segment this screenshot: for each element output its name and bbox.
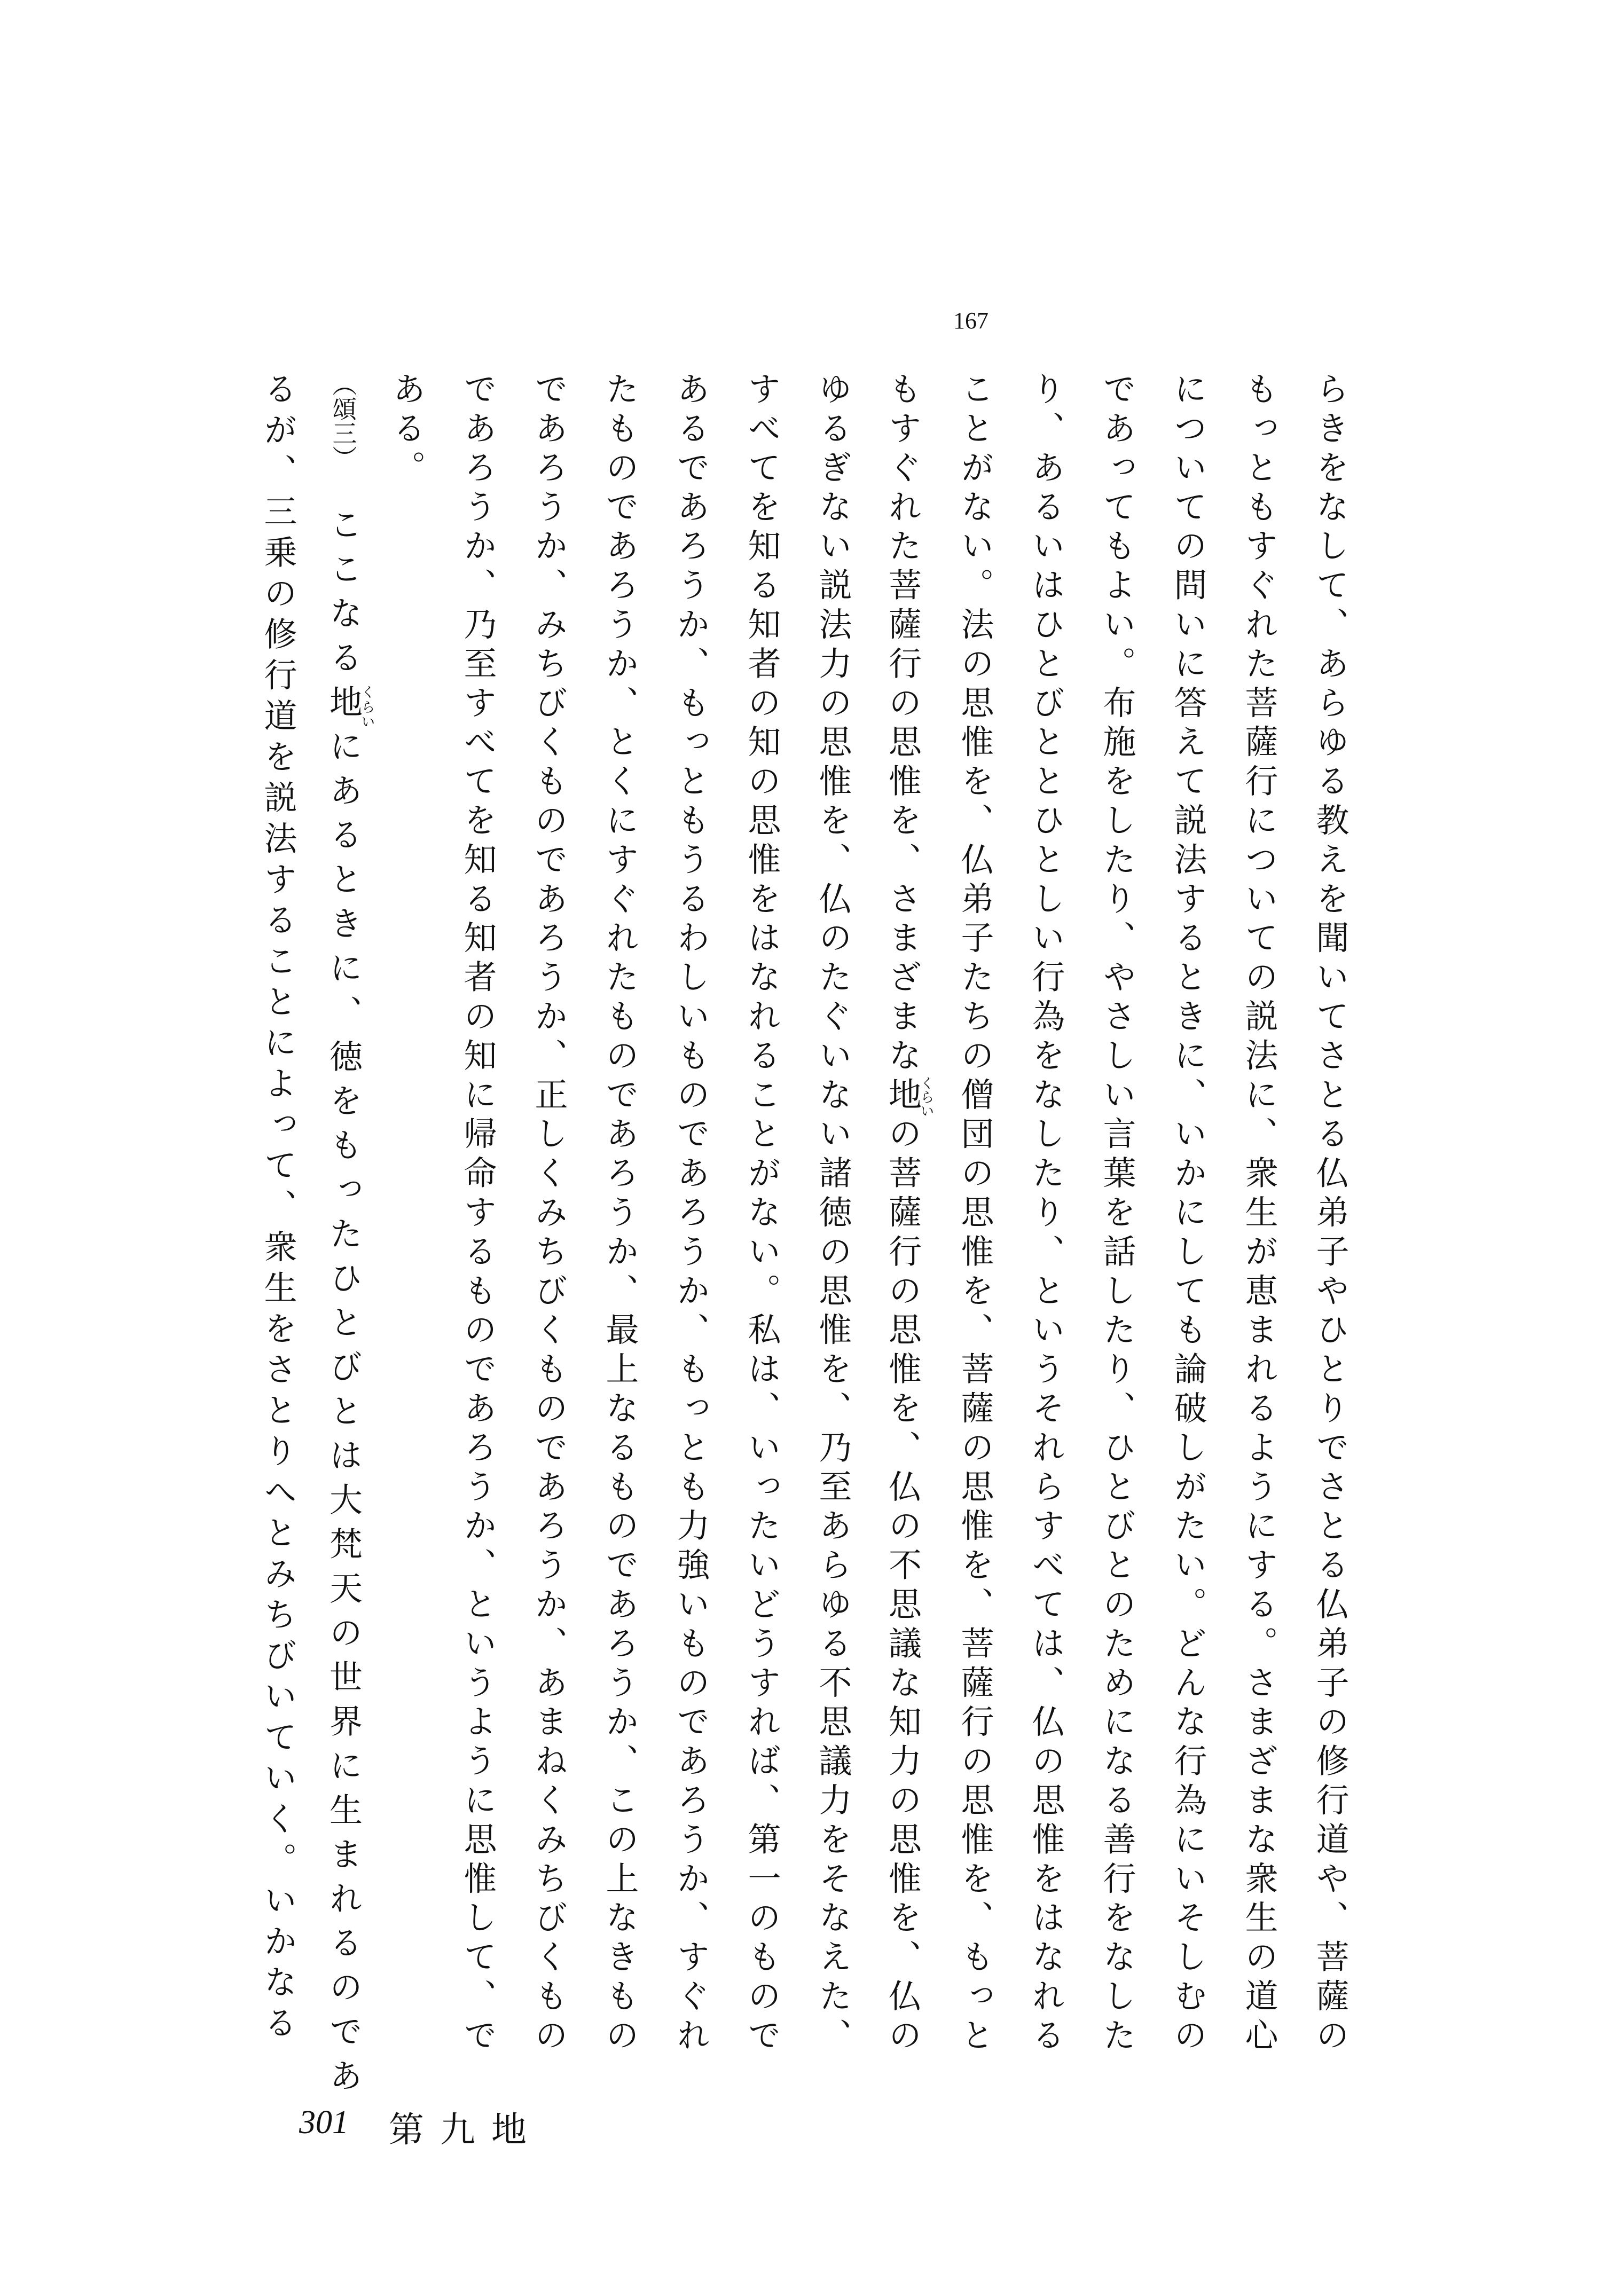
text-column-1: らきをなして、あらゆる教えを聞いてさとる仏弟子やひとりでさとる仏弟子の修行道や、菩薩の (1311, 372, 1350, 2057)
running-page-number: 167 (953, 308, 988, 334)
ruby-chi (883, 1075, 934, 1118)
text-column-14: ある。 (387, 372, 426, 490)
footer-chapter-title: 第九地 (389, 2109, 543, 2150)
ruby-chi (324, 685, 375, 729)
text-column-10: あるであろうか、もっともうるわしいものであろうか、もっとも力強いものであろうか、すぐれ (671, 372, 710, 2057)
verse-1-text-after: にあるときに、徳をもったひとびとは大梵天の世界に生まれるのであ (324, 729, 363, 2103)
verse-1-text-before: ここなる (324, 507, 363, 685)
text-column-6: ことがない。法の思惟を、仏弟子たちの僧団の思惟を、菩薩の思惟を、菩薩行の思惟を、もっと (955, 372, 994, 2057)
text-column-12: であろうか、みちびくものであろうか、正しくみちびくものであろうか、あまねくみちびくもの (529, 372, 568, 2057)
footer-page-number: 301 (299, 2104, 349, 2141)
text-column-4: であってもよい。布施をしたり、やさしい言葉を話したり、ひとびとのためになる善行をなした (1097, 372, 1136, 2057)
ruby-base: 地 (883, 1075, 922, 1118)
ruby-reading: くらい (359, 685, 375, 729)
text-column-8: ゆるぎない説法力の思惟を、仏のたぐいない諸徳の思惟を、乃至あらゆる不思議力をそなえた、 (813, 372, 852, 2057)
ruby-reading: くらい (918, 1075, 934, 1118)
verse-label: （頌三） (328, 372, 358, 470)
column-7-text-after: の菩薩行の思惟を、仏の不思議な知力の思惟を、仏の (883, 1116, 922, 2057)
verse-column-2: るが、三乗の修行道を説法することによって、衆生をさとりへとみちびいていく。いかなる (258, 372, 297, 2047)
verse-column-1 (315, 372, 375, 2103)
text-column-13: であろうか、乃至すべてを知る知者の知に帰命するものであろうか、というように思惟して、で (458, 372, 497, 2057)
text-column-7 (874, 372, 933, 2080)
text-column-11: たものであろうか、とくにすぐれたものであろうか、最上なるものであろうか、この上なきもの (600, 372, 639, 2057)
text-column-3: についての問いに答えて説法するときに、いかにしても論破しがたい。どんな行為にいそしむの (1168, 372, 1207, 2057)
text-column-5: り、あるいはひとびととひとしい行為をなしたり、というそれらすべては、仏の思惟をはなれる (1026, 372, 1065, 2057)
column-7-text-before: もすぐれた菩薩行の思惟を、さまざまな (883, 372, 922, 1078)
text-column-9: すべてを知る知者の知の思惟をはなれることがない。私は、いったいどうすれば、第一のもので (742, 372, 781, 2057)
ruby-base: 地 (324, 685, 363, 729)
text-column-2: もっともすぐれた菩薩行についての説法に、衆生が恵まれるようにする。さまざまな衆生の道心 (1239, 372, 1278, 2057)
